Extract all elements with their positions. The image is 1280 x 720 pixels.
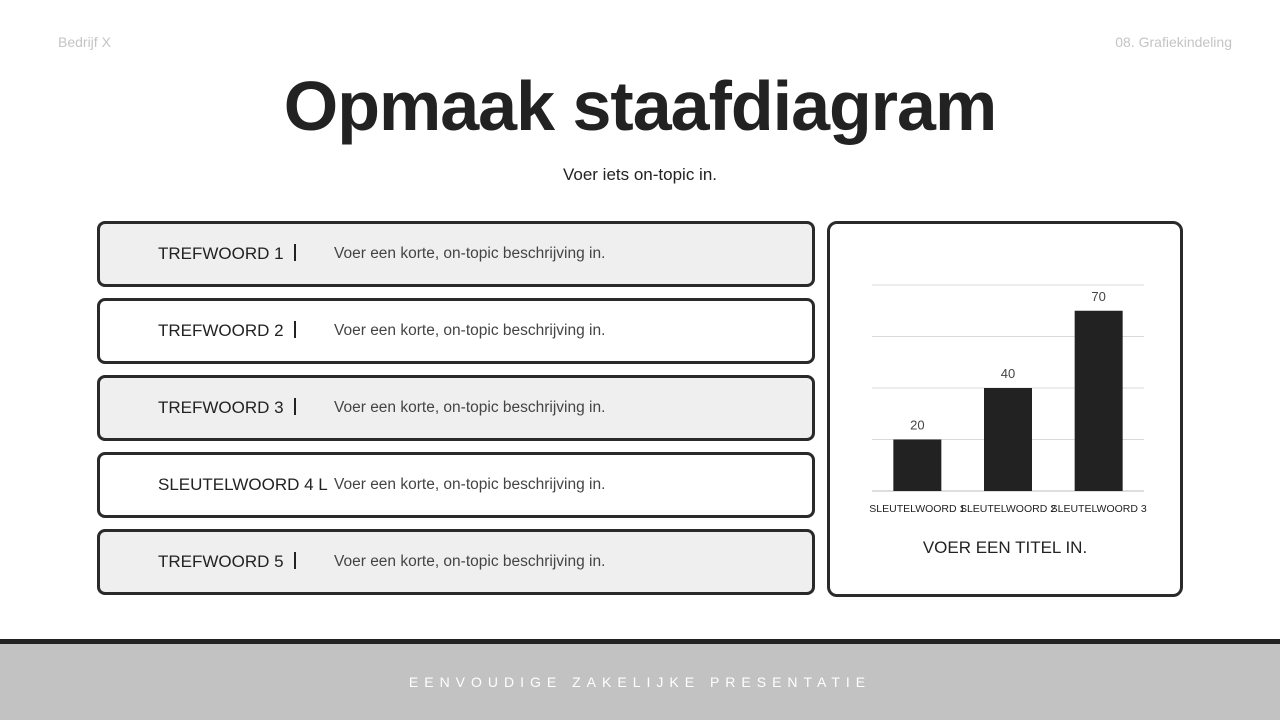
keyword-row-2 bbox=[97, 298, 815, 364]
data-label: 70 bbox=[1091, 288, 1106, 304]
separator-bar bbox=[294, 398, 296, 415]
keyword-row-5 bbox=[97, 529, 815, 595]
footer-text: EENVOUDIGE ZAKELIJKE PRESENTATIE bbox=[408, 674, 872, 690]
bar bbox=[893, 440, 941, 492]
keyword-description: Voer een korte, on-topic beschrijving in. bbox=[334, 245, 606, 262]
separator-bar bbox=[294, 244, 296, 261]
category-label: SLEUTELWOORD 1 bbox=[869, 503, 966, 515]
keyword-label: TREFWOORD 5 bbox=[158, 552, 284, 571]
chart-card bbox=[827, 221, 1183, 597]
separator-bar bbox=[294, 552, 296, 569]
keyword-row-1 bbox=[97, 221, 815, 287]
data-label: 20 bbox=[910, 417, 925, 433]
category-label: SLEUTELWOORD 3 bbox=[1050, 503, 1147, 515]
bar bbox=[1075, 311, 1123, 491]
page-title: Opmaak staafdiagram bbox=[283, 67, 997, 145]
separator-bar bbox=[294, 321, 296, 338]
keyword-label: TREFWOORD 1 bbox=[158, 244, 284, 263]
keyword-description: Voer een korte, on-topic beschrijving in. bbox=[334, 553, 606, 570]
data-label: 40 bbox=[1000, 366, 1016, 381]
chart-title: VOER EEN TITEL IN. bbox=[922, 538, 1088, 557]
page-subtitle: Voer iets on-topic in. bbox=[562, 165, 718, 184]
bar bbox=[984, 388, 1032, 491]
keyword-label: TREFWOORD 2 bbox=[158, 321, 284, 340]
company-name: Bedrijf X bbox=[58, 34, 111, 50]
keyword-list bbox=[97, 221, 815, 606]
keyword-label: TREFWOORD 3 bbox=[158, 398, 284, 417]
section-label: 08. Grafiekindeling bbox=[1115, 34, 1232, 50]
keyword-label: SLEUTELWOORD 4 L bbox=[158, 475, 328, 494]
keyword-description: Voer een korte, on-topic beschrijving in. bbox=[334, 476, 606, 493]
keyword-description: Voer een korte, on-topic beschrijving in. bbox=[334, 322, 606, 339]
keyword-description: Voer een korte, on-topic beschrijving in. bbox=[334, 399, 606, 416]
footer-band bbox=[0, 644, 1280, 720]
keyword-row-4 bbox=[97, 452, 815, 518]
keyword-row-3 bbox=[97, 375, 815, 441]
category-label: SLEUTELWOORD 2 bbox=[959, 503, 1057, 515]
